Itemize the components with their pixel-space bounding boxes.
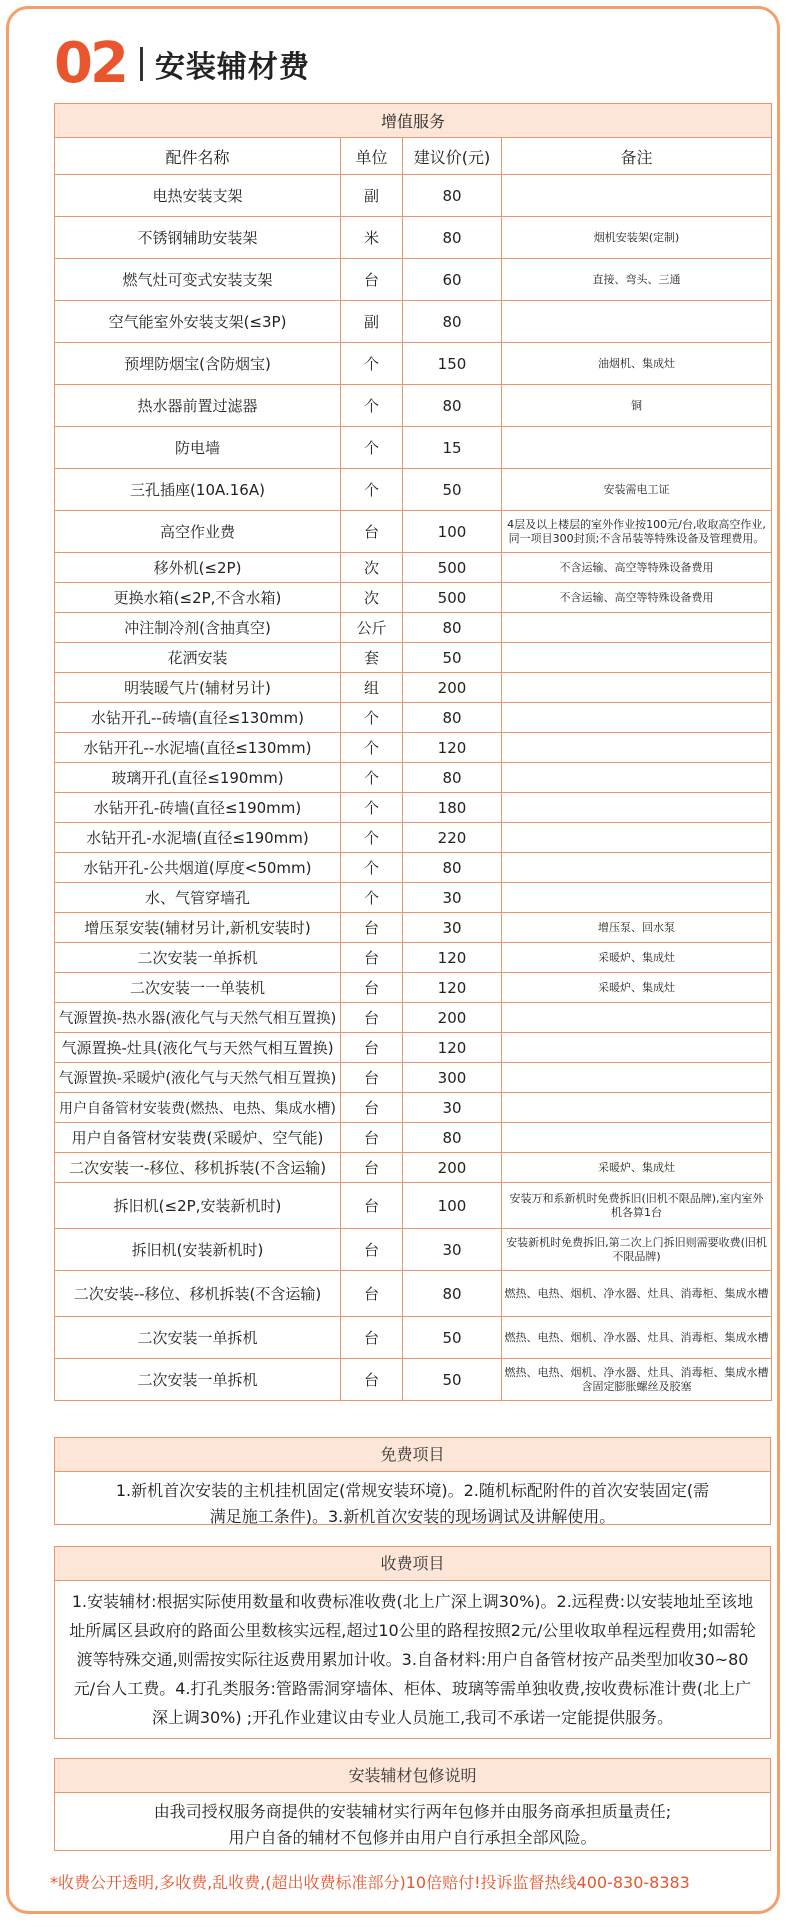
item-price: 120 — [403, 943, 502, 973]
item-name: 气源置换-灶具(液化气与天然气相互置换) — [55, 1033, 341, 1063]
table-row — [55, 1123, 772, 1153]
item-note: 燃热、电热、烟机、净水器、灶具、消毒柜、集成水槽含固定膨胀螺丝及胶塞 — [502, 1359, 772, 1401]
item-unit: 台 — [341, 1359, 403, 1401]
item-price: 100 — [403, 1183, 502, 1229]
complaint-hotline-note: *收费公开透明,多收费,乱收费,(超出收费标准部分)10倍赔付!投诉监督热线400-830-8383 — [50, 1873, 690, 1892]
table-row — [55, 1153, 772, 1183]
table-row — [55, 913, 772, 943]
table-row — [55, 427, 772, 469]
column-header-price: 建议价(元) — [403, 138, 502, 175]
table-row — [55, 733, 772, 763]
item-unit: 个 — [341, 883, 403, 913]
item-unit: 个 — [341, 733, 403, 763]
table-row — [55, 385, 772, 427]
item-name: 拆旧机(≤2P,安装新机时) — [55, 1183, 341, 1229]
item-unit: 台 — [341, 1153, 403, 1183]
item-price: 80 — [403, 853, 502, 883]
warranty-title: 安装辅材包修说明 — [55, 1759, 770, 1793]
table-row — [55, 613, 772, 643]
item-note: 增压泵、回水泵 — [502, 913, 772, 943]
table-section-header — [55, 104, 772, 138]
free-items-title: 免费项目 — [55, 1438, 770, 1472]
price-table — [54, 103, 772, 1401]
free-items-text: 1.新机首次安装的主机挂机固定(常规安装环境)。2.随机标配附件的首次安装固定(需满足施工条件)。3.新机首次安装的现场调试及讲解使用。 — [115, 1481, 710, 1526]
item-price: 30 — [403, 883, 502, 913]
item-name: 空气能室外安装支架(≤3P) — [55, 301, 341, 343]
item-price: 500 — [403, 553, 502, 583]
table-row — [55, 259, 772, 301]
table-row — [55, 469, 772, 511]
item-unit: 个 — [341, 823, 403, 853]
table-row — [55, 175, 772, 217]
item-name: 电热安装支架 — [55, 175, 341, 217]
item-price: 60 — [403, 259, 502, 301]
warranty-box — [54, 1758, 771, 1851]
item-name: 水钻开孔-公共烟道(厚度<50mm) — [55, 853, 341, 883]
item-unit: 米 — [341, 217, 403, 259]
item-unit: 台 — [341, 1317, 403, 1359]
item-note — [502, 733, 772, 763]
item-name: 燃气灶可变式安装支架 — [55, 259, 341, 301]
table-row — [55, 853, 772, 883]
item-note: 安装万和系新机时免费拆旧(旧机不限品牌),室内室外机各算1台 — [502, 1183, 772, 1229]
warranty-line: 用户自备的辅材不包修并由用户自行承担全部风险。 — [228, 1828, 597, 1847]
header-divider — [140, 47, 143, 81]
item-price: 120 — [403, 1033, 502, 1063]
item-unit: 台 — [341, 973, 403, 1003]
item-note: 不含运输、高空等特殊设备费用 — [502, 583, 772, 613]
item-name: 二次安装一单拆机 — [55, 943, 341, 973]
item-note — [502, 763, 772, 793]
item-name: 明装暖气片(辅材另计) — [55, 673, 341, 703]
item-price: 50 — [403, 1359, 502, 1401]
item-note — [502, 643, 772, 673]
item-name: 不锈钢辅助安装架 — [55, 217, 341, 259]
item-name: 三孔插座(10A.16A) — [55, 469, 341, 511]
item-name: 增压泵安装(辅材另计,新机安装时) — [55, 913, 341, 943]
table-row — [55, 301, 772, 343]
item-note — [502, 1063, 772, 1093]
table-row — [55, 1359, 772, 1401]
item-price: 30 — [403, 913, 502, 943]
table-row — [55, 673, 772, 703]
item-name: 拆旧机(安装新机时) — [55, 1229, 341, 1271]
item-unit: 个 — [341, 427, 403, 469]
table-row — [55, 511, 772, 553]
item-name: 水钻开孔-水泥墙(直径≤190mm) — [55, 823, 341, 853]
table-row — [55, 763, 772, 793]
section-header — [54, 32, 310, 96]
item-price: 80 — [403, 763, 502, 793]
item-note — [502, 823, 772, 853]
item-unit: 个 — [341, 853, 403, 883]
section-title: 增值服务 — [55, 104, 772, 138]
column-header-note: 备注 — [502, 138, 772, 175]
item-unit: 组 — [341, 673, 403, 703]
item-price: 80 — [403, 1271, 502, 1317]
item-note: 采暖炉、集成灶 — [502, 943, 772, 973]
warranty-text — [55, 1793, 770, 1857]
item-name: 高空作业费 — [55, 511, 341, 553]
item-price: 120 — [403, 973, 502, 1003]
item-name: 二次安装一-移位、移机拆装(不含运输) — [55, 1153, 341, 1183]
item-note: 燃热、电热、烟机、净水器、灶具、消毒柜、集成水槽 — [502, 1317, 772, 1359]
table-column-header — [55, 138, 772, 175]
item-note: 安装需电工证 — [502, 469, 772, 511]
page-title: 安装辅材费 — [154, 50, 310, 85]
item-unit: 次 — [341, 583, 403, 613]
item-price: 80 — [403, 217, 502, 259]
item-price: 180 — [403, 793, 502, 823]
item-note — [502, 883, 772, 913]
item-price: 120 — [403, 733, 502, 763]
item-unit: 台 — [341, 1093, 403, 1123]
item-price: 30 — [403, 1093, 502, 1123]
column-header-unit: 单位 — [341, 138, 403, 175]
table-row — [55, 883, 772, 913]
table-row — [55, 973, 772, 1003]
item-note — [502, 853, 772, 883]
charge-items-box — [54, 1546, 771, 1739]
table-row — [55, 1183, 772, 1229]
table-row — [55, 643, 772, 673]
item-note — [502, 427, 772, 469]
item-note: 4层及以上楼层的室外作业按100元/台,收取高空作业,同一项目300封顶;不含吊装等特殊设备及管理费用。 — [502, 511, 772, 553]
item-note: 不含运输、高空等特殊设备费用 — [502, 553, 772, 583]
item-price: 30 — [403, 1229, 502, 1271]
section-number: 02 — [54, 31, 126, 96]
item-unit: 个 — [341, 343, 403, 385]
table-row — [55, 1063, 772, 1093]
item-note: 采暖炉、集成灶 — [502, 1153, 772, 1183]
item-note — [502, 793, 772, 823]
item-price: 300 — [403, 1063, 502, 1093]
item-note — [502, 301, 772, 343]
table-row — [55, 703, 772, 733]
item-price: 200 — [403, 673, 502, 703]
item-price: 80 — [403, 1123, 502, 1153]
item-price: 220 — [403, 823, 502, 853]
item-name: 用户自备管材安装费(采暖炉、空气能) — [55, 1123, 341, 1153]
item-price: 15 — [403, 427, 502, 469]
item-name: 水钻开孔-砖墙(直径≤190mm) — [55, 793, 341, 823]
item-price: 80 — [403, 175, 502, 217]
item-name: 防电墙 — [55, 427, 341, 469]
item-note: 油烟机、集成灶 — [502, 343, 772, 385]
table-row — [55, 1317, 772, 1359]
item-name: 气源置换-采暖炉(液化气与天然气相互置换) — [55, 1063, 341, 1093]
item-unit: 台 — [341, 943, 403, 973]
item-unit: 台 — [341, 913, 403, 943]
item-price: 80 — [403, 613, 502, 643]
item-unit: 个 — [341, 763, 403, 793]
item-unit: 台 — [341, 1183, 403, 1229]
item-name: 玻璃开孔(直径≤190mm) — [55, 763, 341, 793]
item-price: 50 — [403, 469, 502, 511]
item-unit: 个 — [341, 469, 403, 511]
item-unit: 台 — [341, 1271, 403, 1317]
item-name: 冲注制冷剂(含抽真空) — [55, 613, 341, 643]
item-name: 二次安装一一单装机 — [55, 973, 341, 1003]
table-row — [55, 553, 772, 583]
table-row — [55, 343, 772, 385]
item-price: 50 — [403, 643, 502, 673]
item-note — [502, 613, 772, 643]
warranty-line: 由我司授权服务商提供的安装辅材实行两年包修并由服务商承担质量责任; — [153, 1802, 672, 1821]
item-note — [502, 1123, 772, 1153]
item-price: 50 — [403, 1317, 502, 1359]
item-note — [502, 175, 772, 217]
free-items-box — [54, 1437, 771, 1525]
charge-items-title: 收费项目 — [55, 1547, 770, 1581]
item-name: 水、气管穿墙孔 — [55, 883, 341, 913]
item-price: 80 — [403, 385, 502, 427]
item-name: 移外机(≤2P) — [55, 553, 341, 583]
item-note — [502, 703, 772, 733]
item-name: 二次安装一单拆机 — [55, 1359, 341, 1401]
item-name: 二次安装--移位、移机拆装(不含运输) — [55, 1271, 341, 1317]
item-name: 水钻开孔--砖墙(直径≤130mm) — [55, 703, 341, 733]
item-name: 更换水箱(≤2P,不含水箱) — [55, 583, 341, 613]
item-unit: 台 — [341, 1229, 403, 1271]
item-name: 水钻开孔--水泥墙(直径≤130mm) — [55, 733, 341, 763]
item-price: 500 — [403, 583, 502, 613]
item-price: 150 — [403, 343, 502, 385]
item-name: 花洒安装 — [55, 643, 341, 673]
item-unit: 个 — [341, 793, 403, 823]
item-unit: 台 — [341, 1033, 403, 1063]
item-unit: 台 — [341, 259, 403, 301]
item-price: 80 — [403, 301, 502, 343]
item-name: 预埋防烟宝(含防烟宝) — [55, 343, 341, 385]
item-note: 铜 — [502, 385, 772, 427]
item-name: 用户自备管材安装费(燃热、电热、集成水槽) — [55, 1093, 341, 1123]
item-unit: 次 — [341, 553, 403, 583]
item-note — [502, 1093, 772, 1123]
charge-items-text: 1.安装辅材:根据实际使用数量和收费标准收费(北上广深上调30%)。2.远程费:以安装地址至该地址所属区县政府的路面公里数核实远程,超过10公里的路程按照2元/公里收取单程远程费用;如需轮渡等特殊交通,则需按实际往返费用累加计收。3.自备材料:用户自备管材按产品类型加收30~80元/台人工费。4.打孔类服务:管路需洞穿墙体、柜体、玻璃等需单独收费,按收费标准计费(北上广深上调30%) ;开孔作业建议由专业人员施工,我司不承诺一定能提供服务。 — [69, 1592, 756, 1727]
item-note — [502, 1003, 772, 1033]
item-note: 直接、弯头、三通 — [502, 259, 772, 301]
item-note — [502, 1033, 772, 1063]
table-row — [55, 1229, 772, 1271]
item-unit: 副 — [341, 301, 403, 343]
table-row — [55, 943, 772, 973]
table-row — [55, 823, 772, 853]
item-note: 燃热、电热、烟机、净水器、灶具、消毒柜、集成水槽 — [502, 1271, 772, 1317]
table-row — [55, 1093, 772, 1123]
item-price: 200 — [403, 1003, 502, 1033]
table-row — [55, 1033, 772, 1063]
item-name: 二次安装一单拆机 — [55, 1317, 341, 1359]
item-name: 热水器前置过滤器 — [55, 385, 341, 427]
item-unit: 台 — [341, 1063, 403, 1093]
table-row — [55, 1003, 772, 1033]
table-row — [55, 1271, 772, 1317]
item-unit: 个 — [341, 703, 403, 733]
item-price: 100 — [403, 511, 502, 553]
item-unit: 公斤 — [341, 613, 403, 643]
item-price: 200 — [403, 1153, 502, 1183]
item-price: 80 — [403, 703, 502, 733]
item-unit: 台 — [341, 511, 403, 553]
item-unit: 副 — [341, 175, 403, 217]
item-note: 烟机安装架(定制) — [502, 217, 772, 259]
item-unit: 套 — [341, 643, 403, 673]
table-row — [55, 583, 772, 613]
item-unit: 台 — [341, 1123, 403, 1153]
table-row — [55, 793, 772, 823]
table-row — [55, 217, 772, 259]
item-note — [502, 673, 772, 703]
item-note: 采暖炉、集成灶 — [502, 973, 772, 1003]
item-name: 气源置换-热水器(液化气与天然气相互置换) — [55, 1003, 341, 1033]
item-unit: 台 — [341, 1003, 403, 1033]
column-header-name: 配件名称 — [55, 138, 341, 175]
item-note: 安装新机时免费拆旧,第二次上门拆旧则需要收费(旧机不限品牌) — [502, 1229, 772, 1271]
item-unit: 个 — [341, 385, 403, 427]
